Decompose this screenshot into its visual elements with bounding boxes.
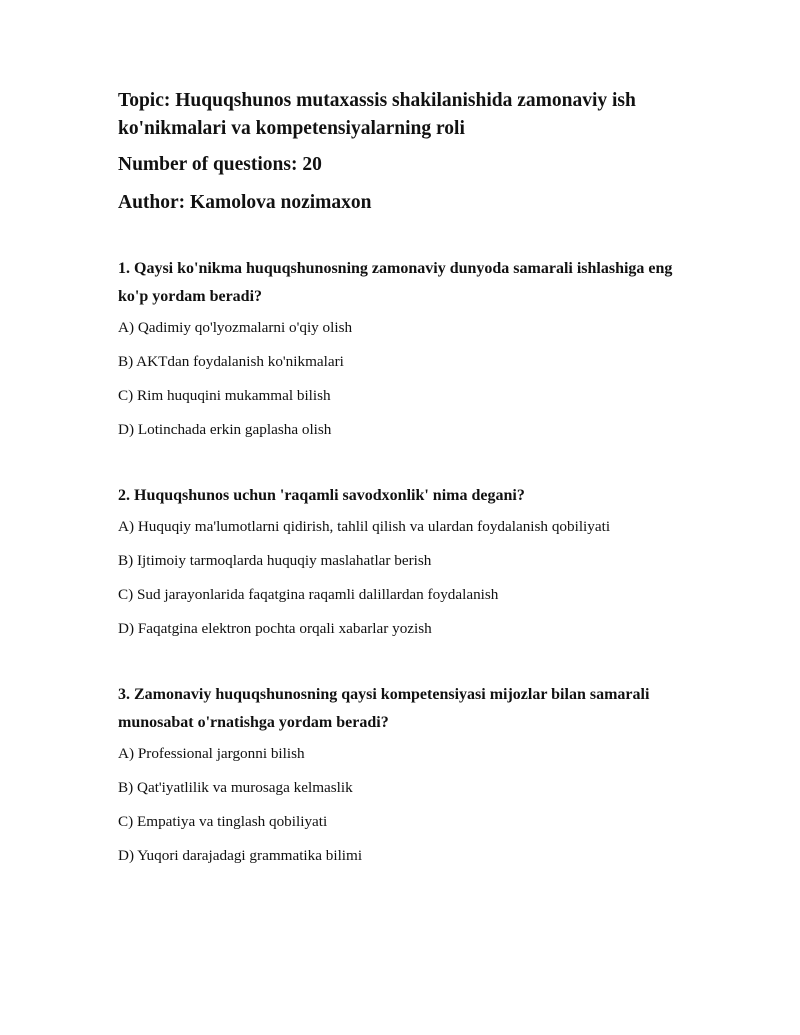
question-3-title: 3. Zamonaviy huquqshunosning qaysi kompetensiyasi mijozlar bilan samarali munosabat o'rnatishga yordam beradi? — [118, 686, 650, 731]
question-1-option-c: C) Rim huquqini mukammal bilish — [118, 387, 331, 404]
question-count-line: Number of questions: 20 — [118, 154, 322, 175]
question-2-option-b: B) Ijtimoiy tarmoqlarda huquqiy maslahatlar berish — [118, 552, 432, 569]
question-1-option-b: B) AKTdan foydalanish ko'nikmalari — [118, 353, 344, 370]
author-line: Author: Kamolova nozimaxon — [118, 192, 372, 213]
question-1 — [118, 255, 678, 444]
question-3-option-c: C) Empatiya va tinglash qobiliyati — [118, 813, 328, 830]
question-3 — [118, 681, 678, 870]
question-2-option-a: A) Huquqiy ma'lumotlarni qidirish, tahlil qilish va ulardan foydalanish qobiliyati — [118, 518, 611, 535]
topic-line: Topic: Huquqshunos mutaxassis shakilanishida zamonaviy ish ko'nikmalari va kompetensiyalarning roli — [118, 90, 636, 139]
question-1-option-a: A) Qadimiy qo'lyozmalarni o'qiy olish — [118, 319, 353, 336]
question-3-option-d: D) Yuqori darajadagi grammatika bilimi — [118, 847, 363, 864]
question-2 — [118, 482, 678, 643]
document-header — [118, 87, 678, 217]
question-1-title: 1. Qaysi ko'nikma huquqshunosning zamonaviy dunyoda samarali ishlashiga eng ko'p yordam beradi? — [118, 260, 673, 305]
question-3-option-b: B) Qat'iyatlilik va murosaga kelmaslik — [118, 779, 353, 796]
question-3-option-a: A) Professional jargonni bilish — [118, 745, 305, 762]
question-2-option-d: D) Faqatgina elektron pochta orqali xabarlar yozish — [118, 620, 432, 637]
question-1-option-d: D) Lotinchada erkin gaplasha olish — [118, 421, 332, 438]
question-2-title: 2. Huquqshunos uchun 'raqamli savodxonlik' nima degani? — [118, 487, 525, 504]
question-2-option-c: C) Sud jarayonlarida faqatgina raqamli dalillardan foydalanish — [118, 586, 499, 603]
